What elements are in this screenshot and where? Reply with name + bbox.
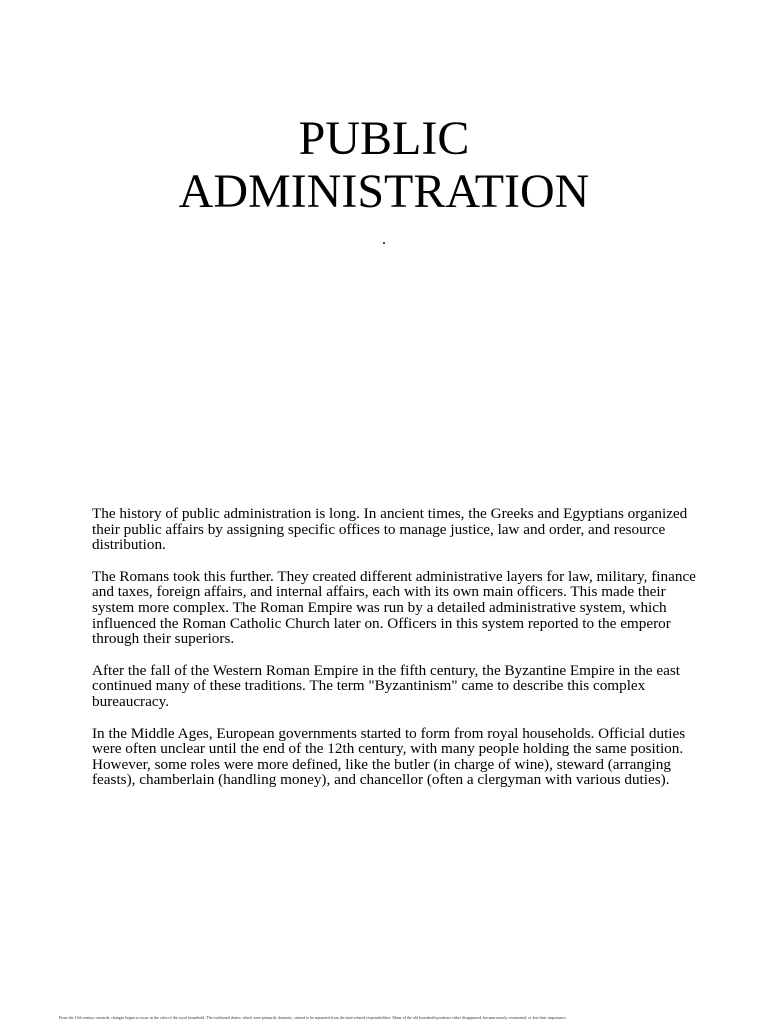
paragraph-2: The Romans took this further. They created different administrative layers for law, military, finance and taxes, foreign affairs, and internal affairs, each with its own main officers. This made their system more complex. The Roman Empire was run by a detailed administrative system, which influenced the Roman Catholic Church later on. Officers in this system reported to the emperor through their superiors. [92, 567, 696, 648]
footer-text: From the 13th century onwards, changes began to occur in the roles of the royal household. The traditional duties, which were primarily domestic, started to be separated from the state-related responsibilities. Many of the old household positions either disappeared, became merely ceremonial, or lost their importance. [59, 1015, 567, 1020]
page-title [0, 112, 768, 218]
paragraph-1: The history of public administration is long. In ancient times, the Greeks and Egyptians organized their public affairs by assigning specific offices to manage justice, law and order, and resource distribution. [92, 505, 688, 554]
title-separator: . [382, 231, 386, 248]
paragraph-4: In the Middle Ages, European governments started to form from royal households. Official duties were often unclear until the end of the 12th century, with many people holding the same position. However, some roles were more defined, like the butler (in charge of wine), steward (arranging feasts), chamberlain (handling money), and chancellor (often a clergyman with various duties). [92, 724, 686, 789]
title-line-2: ADMINISTRATION [178, 165, 590, 218]
paragraph-3: After the fall of the Western Roman Empire in the fifth century, the Byzantine Empire in the east continued many of these traditions. The term "Byzantinism" came to describe this complex bureaucracy. [92, 661, 680, 710]
body-text [92, 506, 702, 804]
title-line-1: PUBLIC [298, 112, 470, 165]
